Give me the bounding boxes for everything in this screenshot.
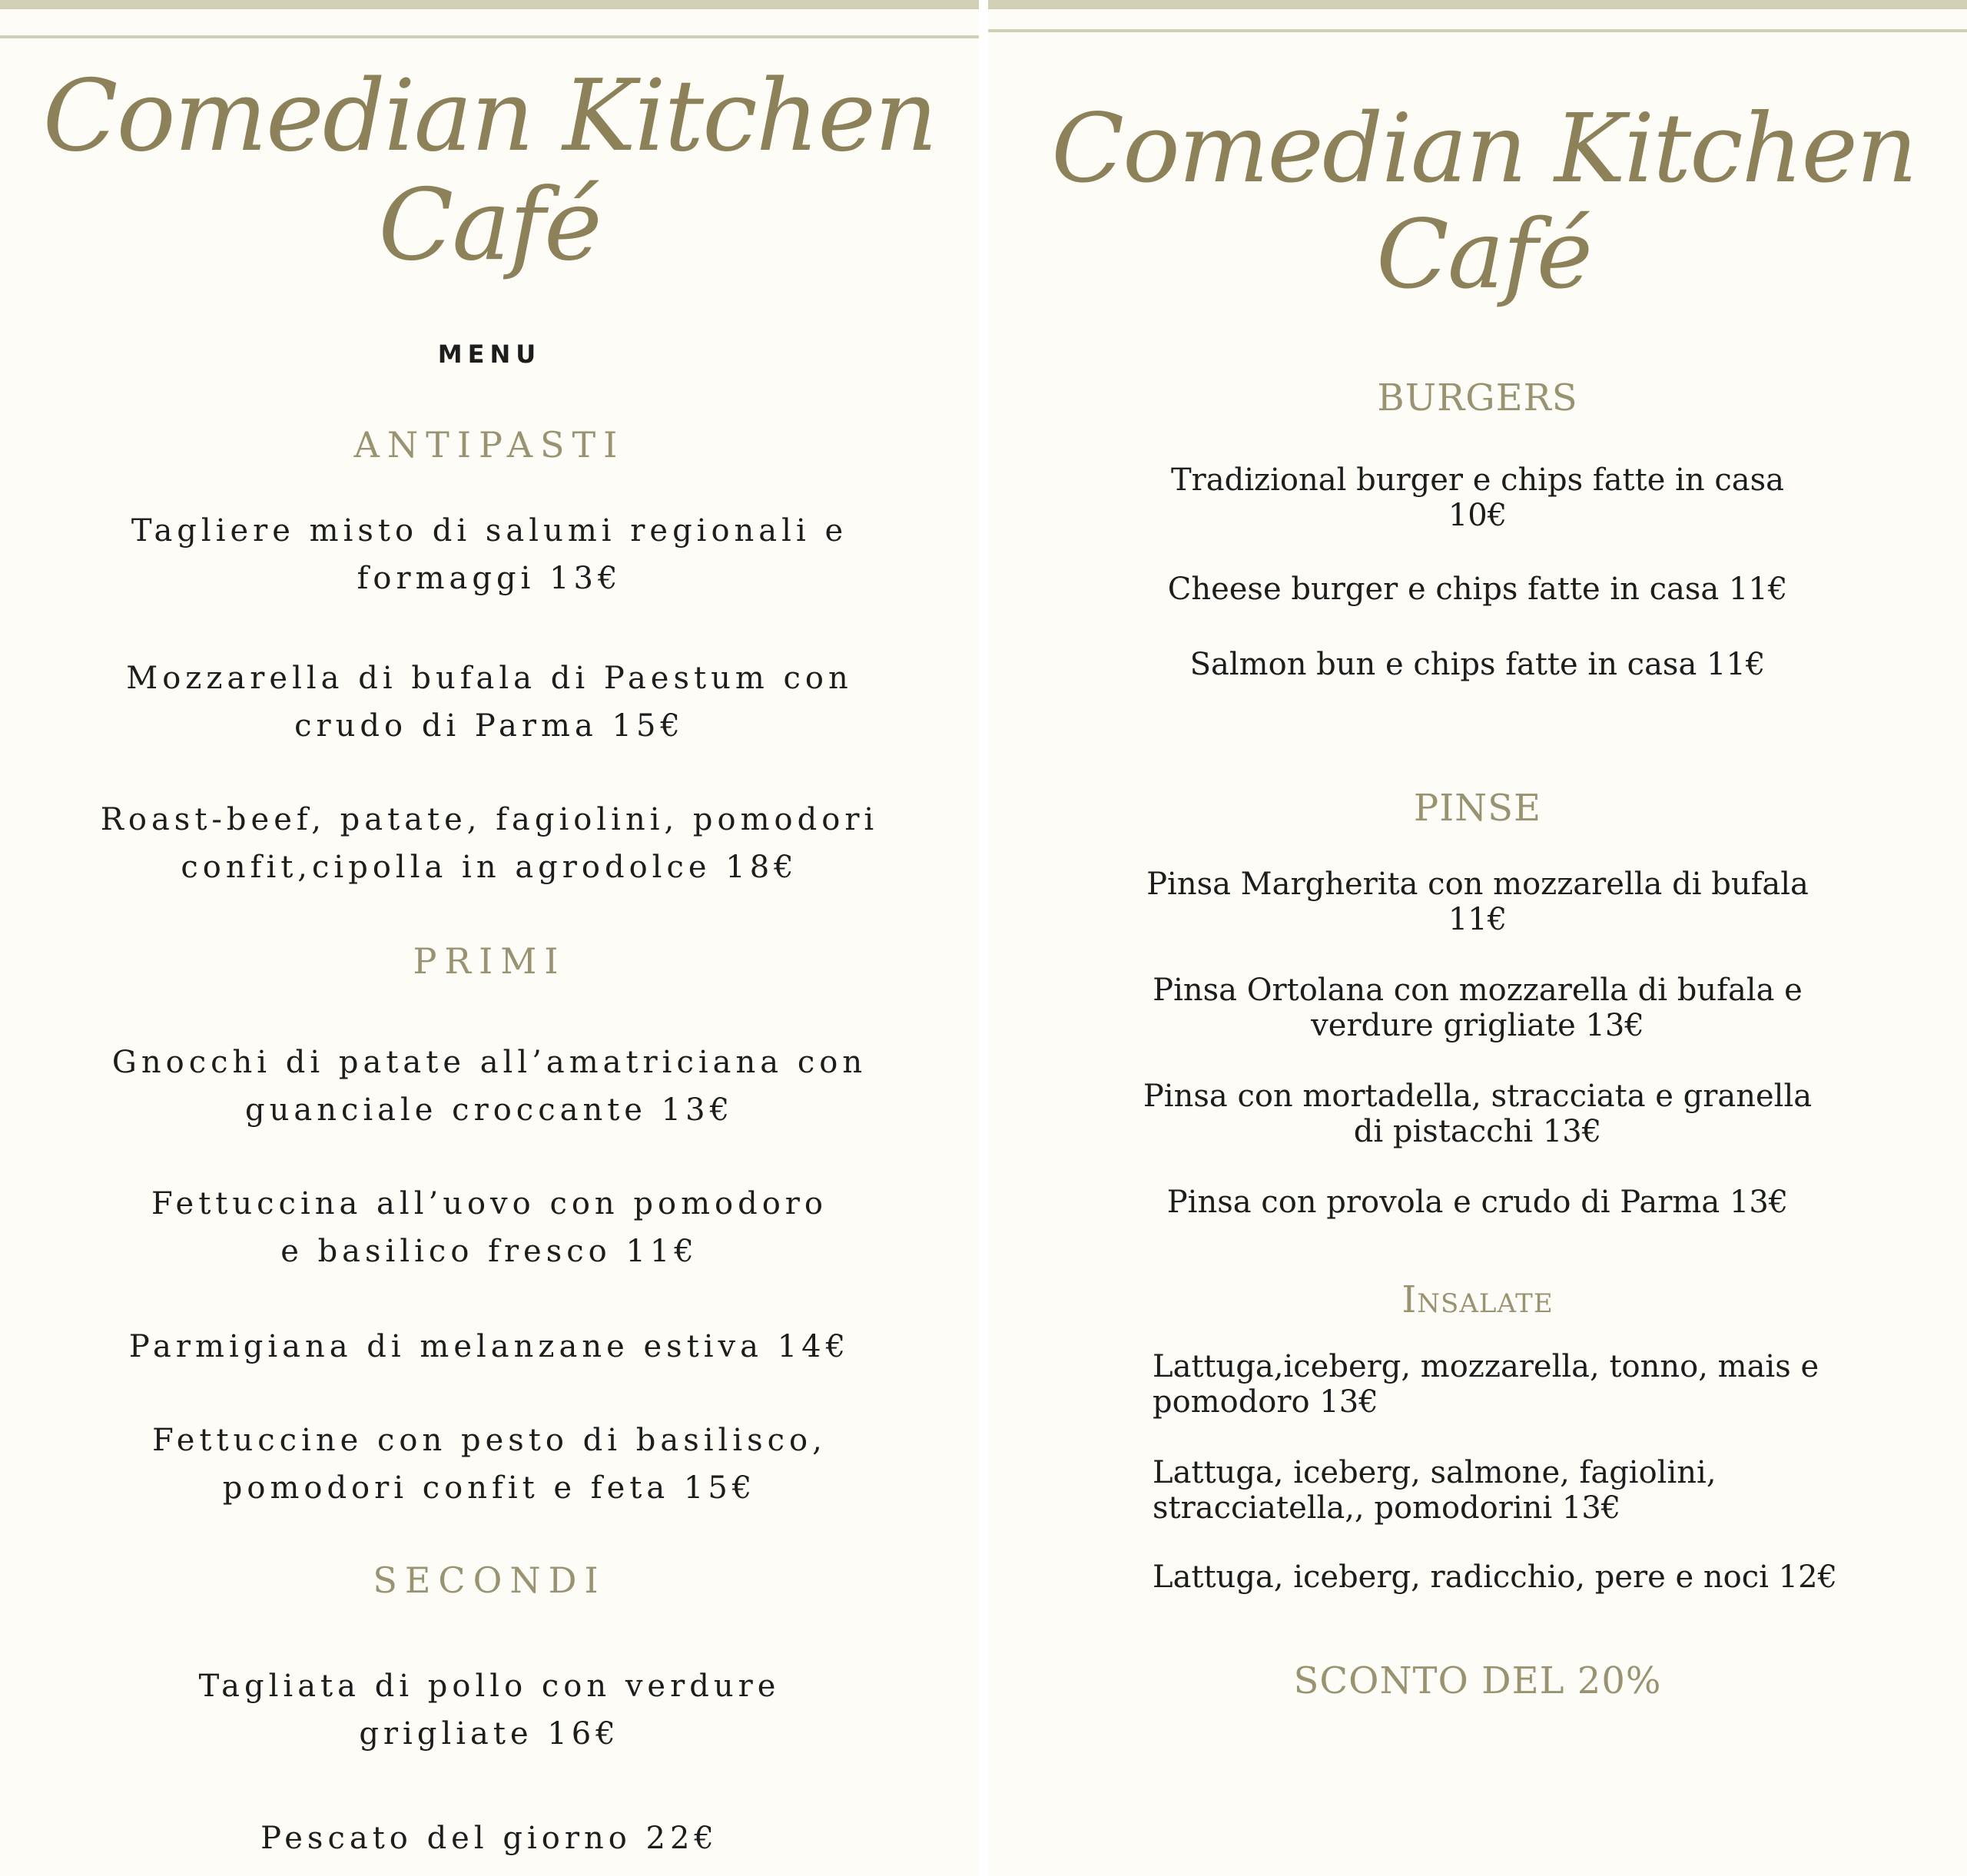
- item-line: Lattuga, iceberg, radicchio, pere e noci 12€: [1153, 1559, 1838, 1595]
- logo-line-2: Café: [1375, 200, 1592, 310]
- menu-item: [988, 572, 1967, 607]
- item-line: Roast-beef, patate, fagiolini, pomodori: [100, 802, 879, 837]
- menu-label: MENU: [437, 340, 542, 369]
- item-line: formaggi 13€: [357, 561, 622, 596]
- menu-page-right: [988, 0, 1967, 1876]
- menu-item: [988, 1349, 1967, 1420]
- menu-item: [0, 1180, 979, 1275]
- logo-line-1: Comedian Kitchen: [42, 59, 937, 174]
- item-line: Gnocchi di patate all’amatriciana con: [111, 1045, 867, 1080]
- menu-item: [0, 1815, 979, 1862]
- menu-item: [988, 1559, 1967, 1595]
- item-line: Mozzarella di bufala di Paestum con: [126, 661, 853, 696]
- discount-note: SCONTO DEL 20%: [1293, 1659, 1662, 1702]
- menu-item: [988, 1079, 1967, 1149]
- item-line: Tagliere misto di salumi regionali e: [131, 513, 848, 549]
- section-heading-secondi: SECONDI: [373, 1559, 606, 1601]
- item-line: Pinsa Ortolana con mozzarella di bufala e: [1153, 973, 1803, 1008]
- logo-line-1: Comedian Kitchen: [1051, 94, 1916, 204]
- section-heading-insalate: Insalate: [1401, 1278, 1554, 1321]
- top-rule-thick: [0, 0, 979, 9]
- item-line: Pinsa Margherita con mozzarella di bufala: [1146, 867, 1809, 902]
- item-line: guanciale croccante 13€: [244, 1092, 735, 1128]
- menu-item: [0, 1323, 979, 1371]
- menu-item: [0, 655, 979, 750]
- menu-item: [988, 1455, 1967, 1526]
- logo-line-2: Café: [378, 168, 601, 283]
- item-line: Tagliata di pollo con verdure: [198, 1669, 781, 1704]
- item-line: di pistacchi 13€: [1353, 1114, 1602, 1149]
- menu-item: [988, 647, 1967, 682]
- menu-item: [0, 507, 979, 602]
- item-line: Pinsa con mortadella, stracciata e granella: [1143, 1079, 1813, 1114]
- top-rule-thick: [988, 0, 1967, 9]
- menu-page-left: [0, 0, 979, 1876]
- menu-item: [0, 1039, 979, 1134]
- logo: [988, 94, 1967, 310]
- menu-item: [0, 1417, 979, 1512]
- menu-item: [0, 796, 979, 891]
- item-line: e basilico fresco 11€: [280, 1234, 698, 1269]
- item-line: Cheese burger e chips fatte in casa 11€: [1167, 572, 1788, 607]
- item-line: Salmon bun e chips fatte in casa 11€: [1189, 647, 1766, 682]
- menu-item: [988, 867, 1967, 937]
- menu-item: [988, 1185, 1967, 1220]
- item-line: 10€: [1448, 498, 1508, 533]
- menu-item: [0, 1662, 979, 1758]
- menu-item: [988, 462, 1967, 533]
- item-line: stracciatella,, pomodorini 13€: [1153, 1490, 1621, 1526]
- top-rule-thin: [0, 35, 979, 38]
- item-line: 11€: [1448, 902, 1508, 937]
- item-line: pomodoro 13€: [1153, 1384, 1378, 1420]
- item-line: Pescato del giorno 22€: [260, 1821, 718, 1856]
- item-line: Lattuga, iceberg, salmone, fagiolini,: [1153, 1455, 1717, 1490]
- section-heading-burgers: BURGERS: [1377, 376, 1578, 419]
- item-line: Tradizional burger e chips fatte in casa: [1171, 462, 1784, 498]
- section-heading-pinse: PINSE: [1413, 787, 1542, 830]
- section-heading-primi: PRIMI: [413, 940, 566, 982]
- item-line: confit,cipolla in agrodolce 18€: [181, 850, 798, 885]
- item-line: pomodori confit e feta 15€: [222, 1470, 757, 1506]
- item-line: verdure grigliate 13€: [1311, 1008, 1644, 1043]
- item-line: Pinsa con provola e crudo di Parma 13€: [1166, 1185, 1789, 1220]
- item-line: Fettuccina all’uovo con pomodoro: [151, 1186, 828, 1221]
- logo: [0, 59, 979, 283]
- item-line: Fettuccine con pesto di basilisco,: [152, 1423, 827, 1458]
- item-line: Parmigiana di melanzane estiva 14€: [128, 1329, 851, 1364]
- top-rule-thin: [988, 29, 1967, 32]
- item-line: grigliate 16€: [359, 1716, 620, 1752]
- section-heading-antipasti: ANTIPASTI: [353, 424, 625, 466]
- item-line: Lattuga,iceberg, mozzarella, tonno, mais e: [1153, 1349, 1819, 1384]
- menu-item: [988, 973, 1967, 1043]
- item-line: crudo di Parma 15€: [294, 708, 685, 744]
